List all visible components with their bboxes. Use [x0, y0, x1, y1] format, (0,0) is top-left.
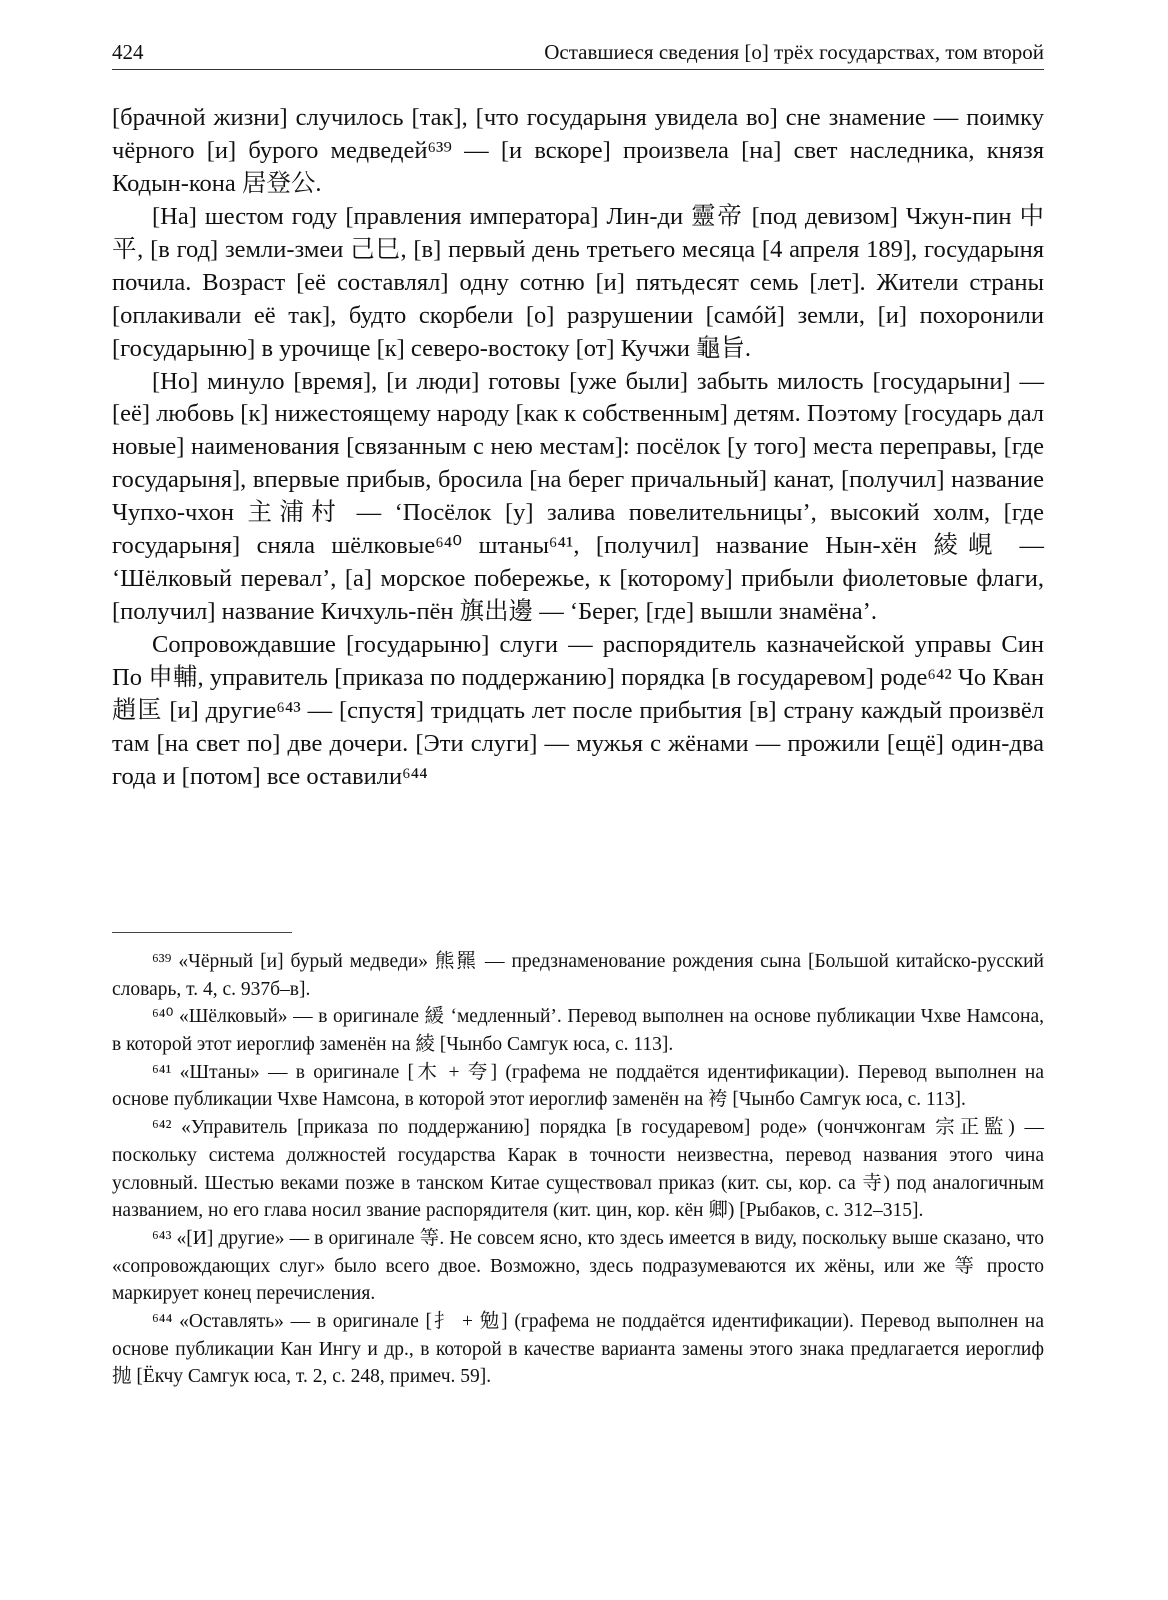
footnote-separator	[112, 932, 292, 933]
footnote: ⁶⁴⁰ «Шёлковый» — в оригинале 緩 ‘медленный’. Перевод выполнен на основе публикации Чхве Намсона, в которой этот иероглиф заменён на 綾 [Чынбо Самгук юса, с. 113].	[112, 1006, 1044, 1056]
body-paragraph: [На] шестом году [правления императора] Лин-ди 靈帝 [под девизом] Чжун-пин 中平, [в год] земли-змеи 己巳, [в] первый день третьего месяца [4 апреля 189], государыня почила. Возраст [её составлял] одну сотню [и] пятьдесят семь [лет]. Жители страны [оплакивали её так], будто скорбели [о] разрушении [самóй] земли, [и] похоронили [государыню] в урочище [к] северо-востоку [от] Кучжи 龜旨.	[112, 202, 1044, 362]
footnote: ⁶⁴² «Управитель [приказа по поддержанию] порядка [в государевом] роде» (чончжонгам 宗正監) — поскольку система должностей государства Карак в точности неизвестна, перевод названия этого чина условный. Шестью веками позже в танском Китае существовал приказ (кит. сы, кор. са 寺) под аналогичным названием, но его глава носил звание распорядителя (кит. цин, кор. кён 卿) [Рыбаков, с. 312–315].	[112, 1117, 1044, 1222]
footnotes	[112, 948, 1044, 1391]
footnote: ⁶⁴⁴ «Оставлять» — в оригинале [扌 + 勉] (графема не поддаётся идентификации). Перевод выполнен на основе публикации Кан Ингу и др., в которой в качестве варианта замены этого знака предлагается иероглиф 抛 [Ёкчу Самгук юса, т. 2, с. 248, примеч. 59].	[112, 1310, 1044, 1388]
footnote: ⁶⁴³ «[И] другие» — в оригинале 等. Не совсем ясно, кто здесь имеется в виду, поскольку выше сказано, что «сопровождающих слуг» было всего двое. Возможно, здесь подразумеваются их жёны, или же 等 просто маркирует конец перечисления.	[112, 1227, 1044, 1305]
running-header	[112, 30, 1044, 70]
book-page	[112, 30, 1044, 1570]
main-text	[112, 102, 1044, 794]
body-paragraph: [брачной жизни] случилось [так], [что государыня увидела во] сне знамение — поимку чёрного [и] бурого медведей⁶³⁹ — [и вскоре] произвела [на] свет наследника, князя Кодын-кона 居登公.	[112, 104, 1044, 197]
body-paragraph: Сопровождавшие [государыню] слуги — распорядитель казначейской управы Син По 申輔, управитель [приказа по поддержанию] порядка [в государевом] роде⁶⁴² Чо Кван 趙匡 [и] другие⁶⁴³ — [спустя] тридцать лет после прибытия [в] страну каждый произвёл там [на свет по] две дочери. [Эти слуги] — мужья с жёнами — прожили [ещё] один-два года и [потом] все оставили⁶⁴⁴	[112, 631, 1044, 790]
body-paragraph: [Но] минуло [время], [и люди] готовы [уже были] забыть милость [государыни] — [её] любовь [к] нижестоящему народу [как к собственным] детям. Поэтому [государь дал новые] наименования [связанным с нею местам]: посёлок [у того] места переправы, [где государыня], впервые прибыв, бросила [на берег причальный] канат, [получил] название Чупхо-чхон 主浦村 — ‘Посёлок [у] залива повелительницы’, высокий холм, [где государыня] сняла шёлковые⁶⁴⁰ штаны⁶⁴¹, [получил] название Нын-хён 綾峴 — ‘Шёлковый перевал’, [а] морское побережье, к [которому] прибыли фиолетовые флаги, [получил] название Кичхуль-пён 旗出邊 — ‘Берег, [где] вышли знамёна’.	[112, 367, 1045, 626]
footnote: ⁶³⁹ «Чёрный [и] бурый медведи» 熊羆 — предзнаменование рождения сына [Большой китайско-русский словарь, т. 4, с. 937б–в].	[112, 951, 1044, 1000]
running-title: Оставшиеся сведения [о] трёх государствах, том второй	[544, 40, 1044, 64]
footnote: ⁶⁴¹ «Штаны» — в оригинале [木 + 夸] (графема не поддаётся идентификации). Перевод выполнен на основе публикации Чхве Намсона, в которой этот иероглиф заменён на 袴 [Чынбо Самгук юса, с. 113].	[112, 1061, 1044, 1111]
page-number: 424	[112, 40, 144, 64]
